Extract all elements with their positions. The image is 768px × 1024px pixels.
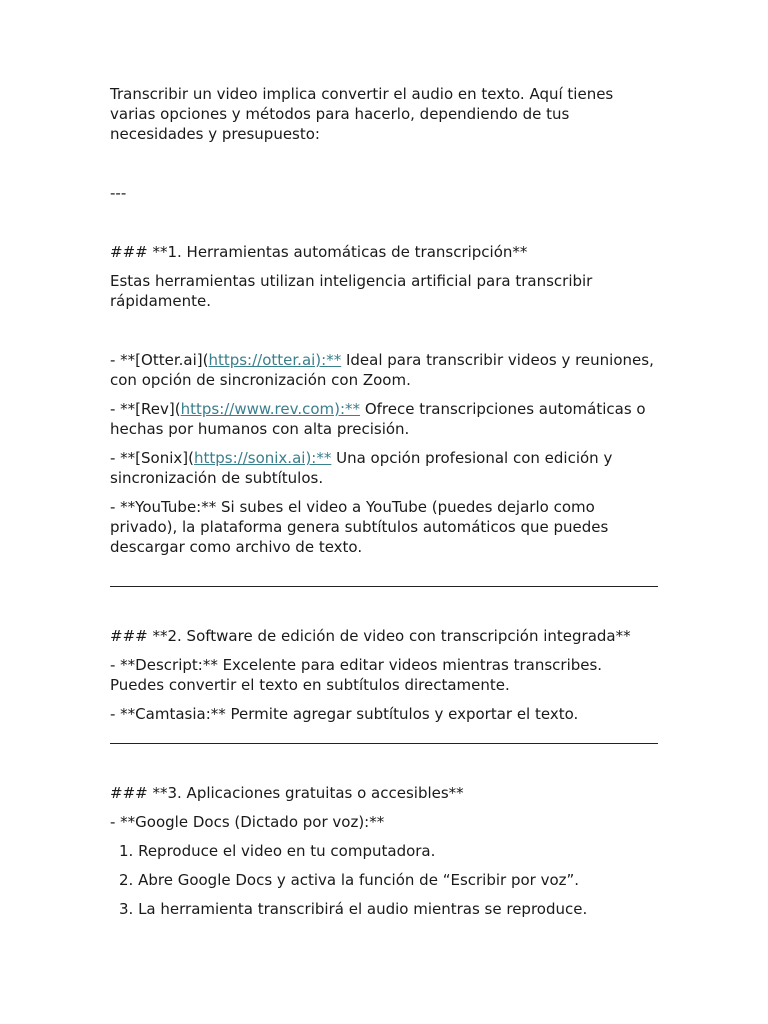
step-2: 2. Abre Google Docs y activa la función de “Escribir por voz”. <box>119 871 580 889</box>
otter-link[interactable]: https://otter.ai):** <box>208 351 342 369</box>
list-item-prefix: - **[Otter.ai]( <box>110 351 209 369</box>
rev-link[interactable]: https://www.rev.com):** <box>180 400 361 418</box>
list-item-rev <box>110 399 658 439</box>
list-item-prefix: - **[Rev]( <box>110 400 181 418</box>
section-1-heading: ### **1. Herramientas automáticas de transcripción** <box>110 243 528 261</box>
list-item-google-docs: - **Google Docs (Dictado por voz):** <box>110 813 385 831</box>
section-3-heading: ### **3. Aplicaciones gratuitas o accesibles** <box>110 784 464 802</box>
section-1-description: Estas herramientas utilizan inteligencia artificial para transcribir rápidamente. <box>110 272 593 310</box>
list-item-description: Ideal para transcribir videos y reuniones, con opción de sincronización con Zoom. <box>110 351 654 389</box>
list-item-sonix <box>110 448 658 488</box>
list-item-descript: - **Descript:** Excelente para editar videos mientras transcribes. Puedes convertir el texto en subtítulos directamente. <box>110 656 603 694</box>
separator-text: --- <box>110 184 127 202</box>
section-2-heading: ### **2. Software de edición de video con transcripción integrada** <box>110 627 631 645</box>
step-3: 3. La herramienta transcribirá el audio mientras se reproduce. <box>119 900 588 918</box>
document-body <box>110 84 658 919</box>
sonix-link[interactable]: https://sonix.ai):** <box>194 449 332 467</box>
list-item-camtasia: - **Camtasia:** Permite agregar subtítulos y exportar el texto. <box>110 705 579 723</box>
step-1: 1. Reproduce el video en tu computadora. <box>119 842 436 860</box>
list-item-otter <box>110 350 658 390</box>
intro-paragraph: Transcribir un video implica convertir el audio en texto. Aquí tienes varias opciones y métodos para hacerlo, dependiendo de tus necesidades y presupuesto: <box>110 85 614 143</box>
list-item-prefix: - **[Sonix]( <box>110 449 194 467</box>
horizontal-rule <box>110 586 658 587</box>
list-item-description: Una opción profesional con edición y sincronización de subtítulos. <box>110 449 613 487</box>
horizontal-rule <box>110 743 658 744</box>
list-item-description: Ofrece transcripciones automáticas o hechas por humanos con alta precisión. <box>110 400 646 438</box>
list-item-youtube: - **YouTube:** Si subes el video a YouTube (puedes dejarlo como privado), la plataforma genera subtítulos automáticos que puedes descargar como archivo de texto. <box>110 498 609 556</box>
